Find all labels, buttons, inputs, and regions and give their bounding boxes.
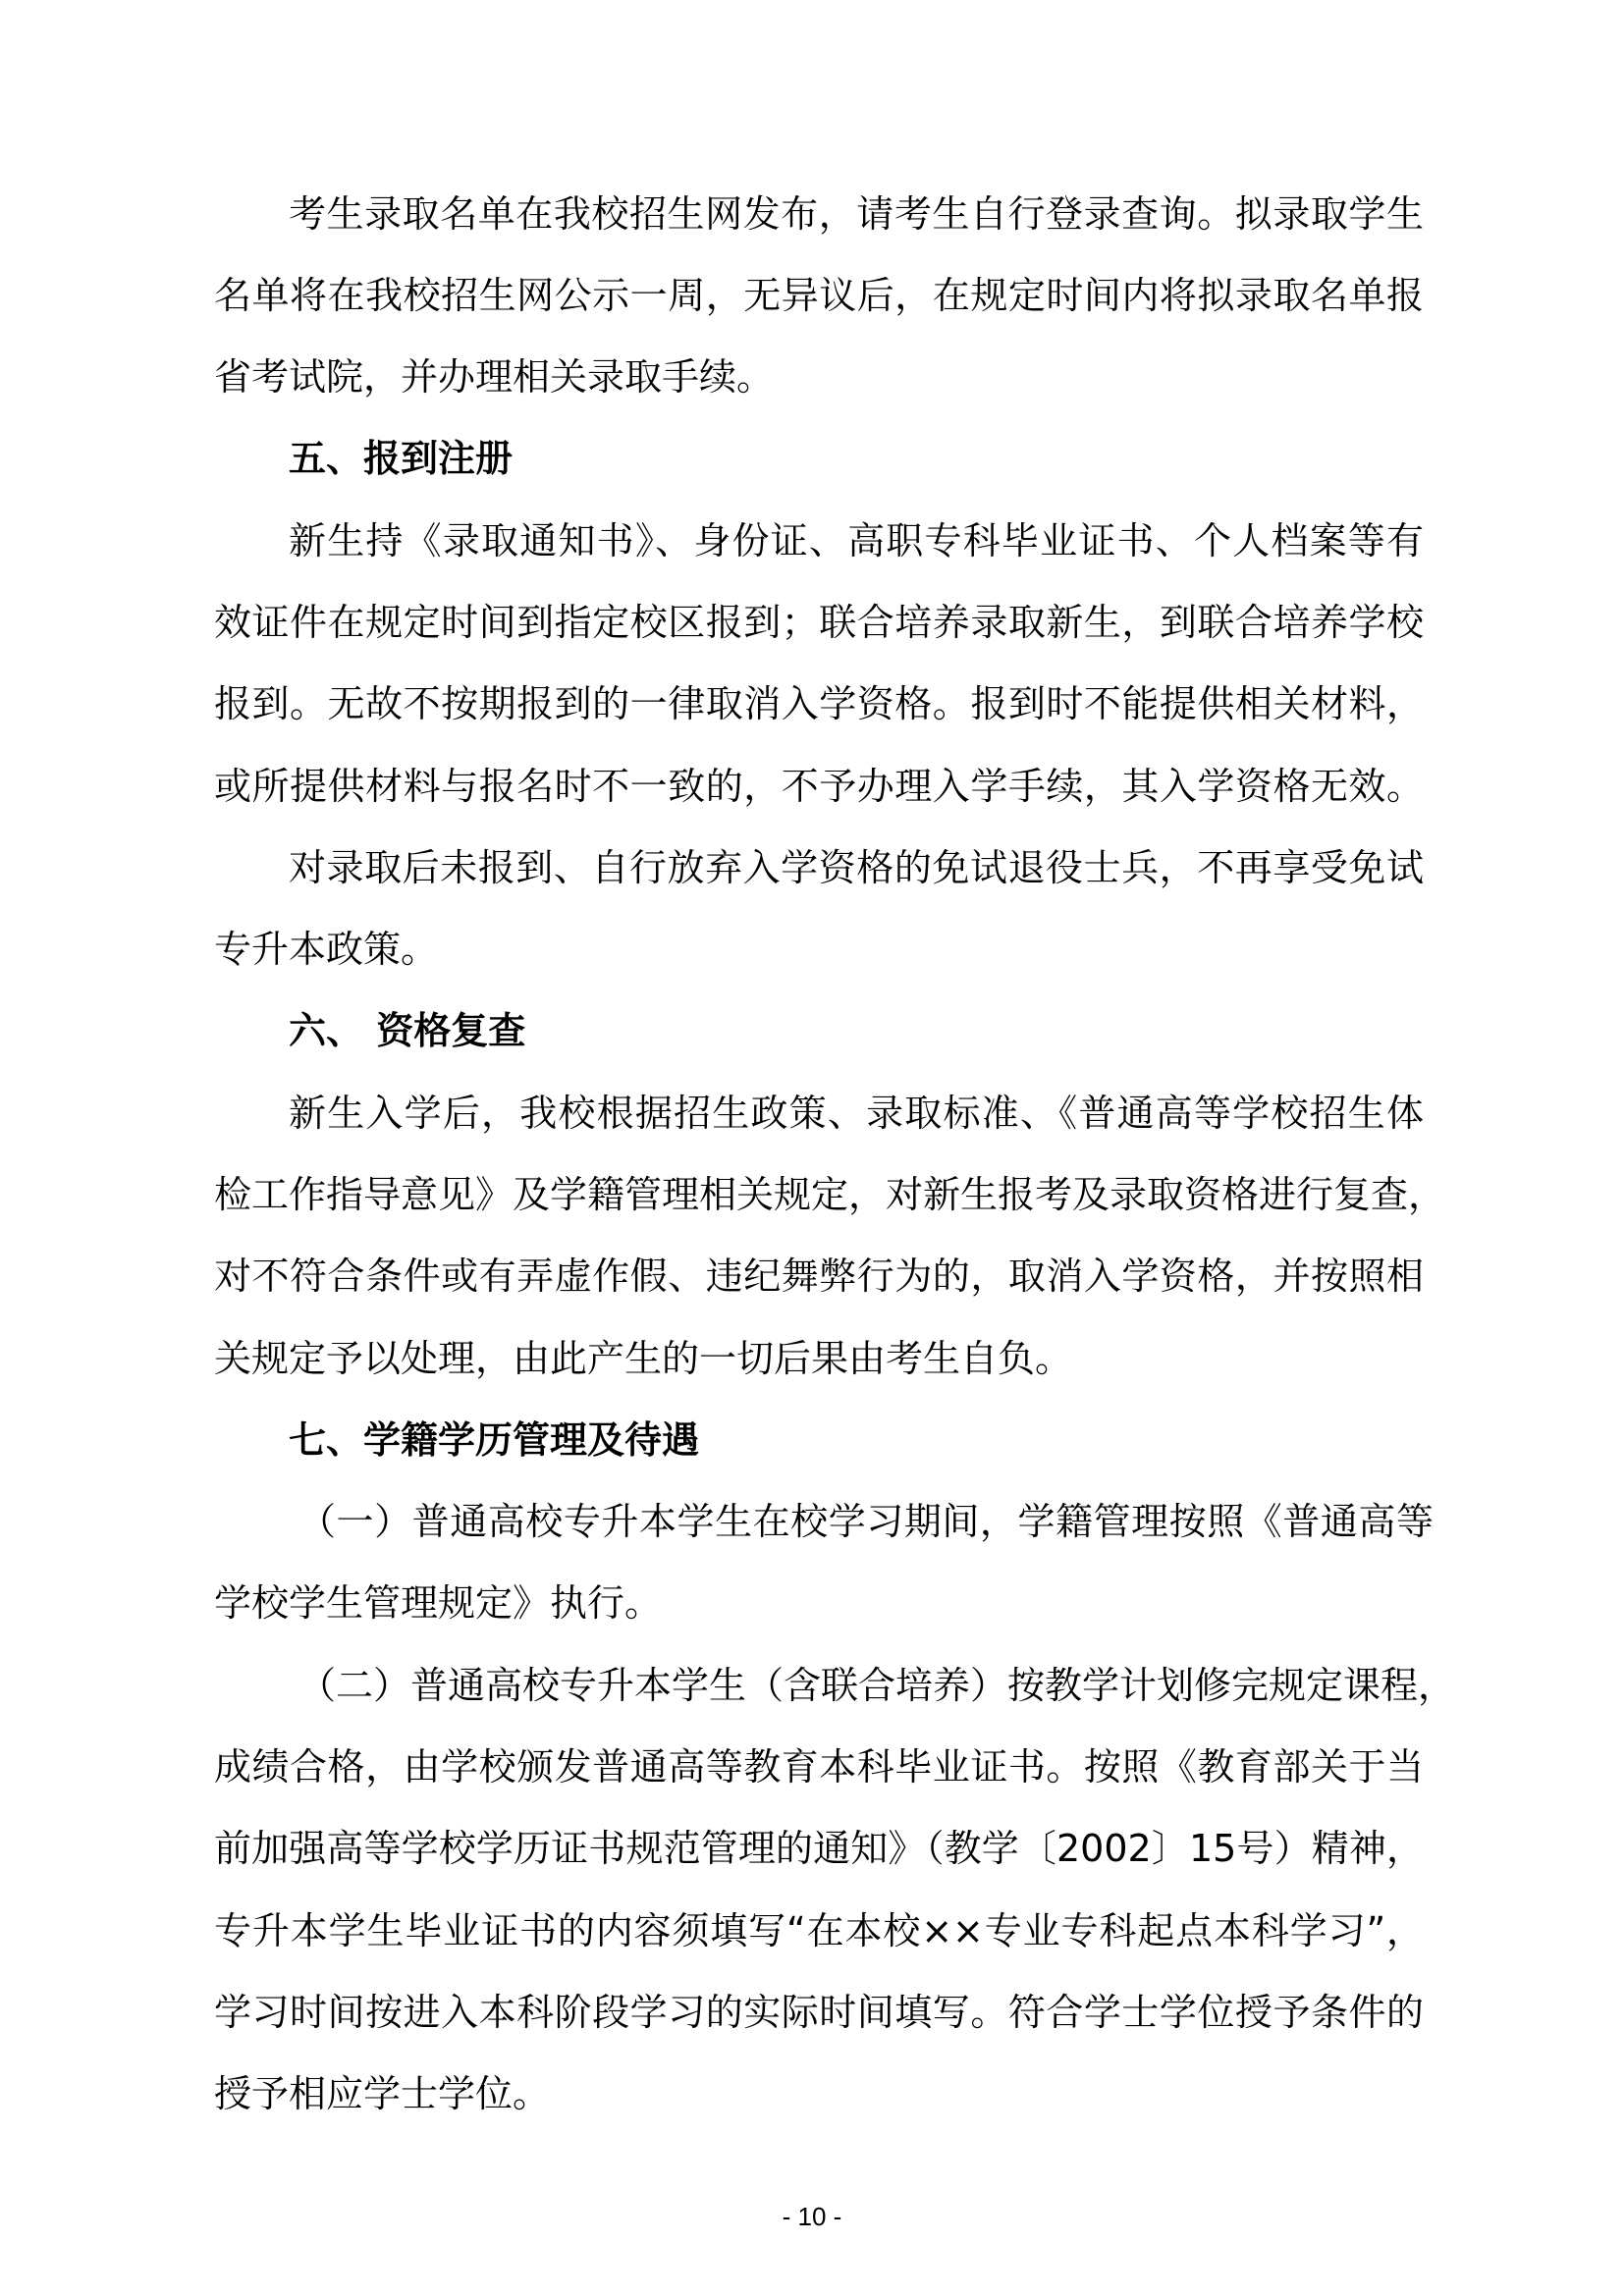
paragraph-line: 专升本学生毕业证书的内容须填写“在本校××专业专科起点本科学习”，: [214, 1909, 1424, 1952]
paragraph-line: 授予相应学士学位。: [214, 2072, 551, 2115]
paragraph-line: 成绩合格，由学校颁发普通高等教育本科毕业证书。按照《教育部关于当: [214, 1745, 1424, 1789]
paragraph-line: 效证件在规定时间到指定校区报到；联合培养录取新生，到联合培养学校: [214, 601, 1424, 644]
paragraph-line: 新生持《录取通知书》、身份证、高职专科毕业证书、个人档案等有: [289, 519, 1424, 562]
paragraph-line: 对不符合条件或有弄虚作假、违纪舞弊行为的，取消入学资格，并按照相: [214, 1255, 1424, 1298]
paragraph-line: 学习时间按进入本科阶段学习的实际时间填写。符合学士学位授予条件的: [214, 1991, 1424, 2034]
paragraph-line: 前加强高等学校学历证书规范管理的通知》（教学〔2002〕15号）精神，: [214, 1827, 1424, 1870]
paragraph-line: 学校学生管理规定》执行。: [214, 1581, 663, 1625]
paragraph-line: （二）普通高校专升本学生（含联合培养）按教学计划修完规定课程，: [298, 1664, 1456, 1707]
section-heading-qualification-review: 六、 资格复查: [289, 1009, 526, 1052]
section-heading-student-status: 七、学籍学历管理及待遇: [289, 1418, 700, 1462]
paragraph-line: 报到。无故不按期报到的一律取消入学资格。报到时不能提供相关材料，: [214, 682, 1424, 725]
paragraph-line: 考生录取名单在我校招生网发布，请考生自行登录查询。拟录取学生: [289, 192, 1424, 236]
paragraph-line: 检工作指导意见》及学籍管理相关规定，对新生报考及录取资格进行复查，: [214, 1173, 1446, 1216]
paragraph-line: 关规定予以处理，由此产生的一切后果由考生自负。: [214, 1337, 1073, 1380]
page-number: - 10 -: [782, 2202, 842, 2231]
paragraph-line: （一）普通高校专升本学生在校学习期间，学籍管理按照《普通高等: [298, 1500, 1434, 1543]
section-heading-registration: 五、报到注册: [289, 437, 514, 480]
paragraph-line: 新生入学后，我校根据招生政策、录取标准、《普通高等学校招生体: [289, 1092, 1424, 1135]
paragraph-line: 专升本政策。: [214, 928, 439, 971]
paragraph-line: 名单将在我校招生网公示一周，无异议后，在规定时间内将拟录取名单报: [214, 274, 1424, 317]
paragraph-line: 或所提供材料与报名时不一致的，不予办理入学手续，其入学资格无效。: [214, 765, 1424, 808]
paragraph-line: 对录取后未报到、自行放弃入学资格的免试退役士兵，不再享受免试: [289, 846, 1424, 889]
paragraph-line: 省考试院，并办理相关录取手续。: [214, 355, 775, 399]
